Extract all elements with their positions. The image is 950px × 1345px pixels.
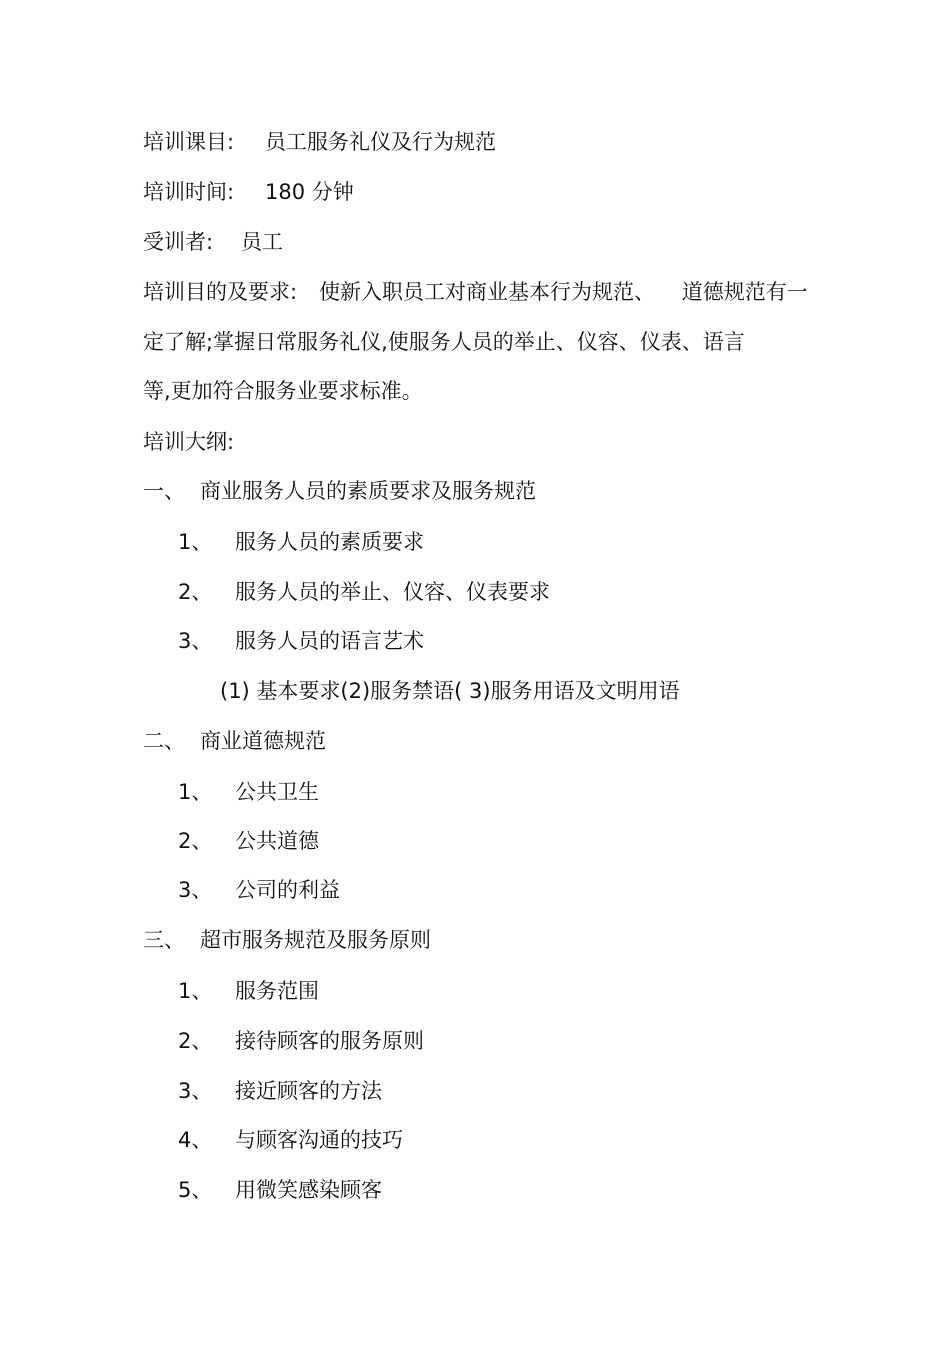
item-number: 4、 bbox=[178, 1128, 213, 1152]
list-item bbox=[0, 528, 950, 556]
item-text: 公司的利益 bbox=[235, 878, 340, 902]
list-item bbox=[0, 827, 950, 855]
sub-item-row bbox=[0, 677, 950, 705]
goal-line-1: 使新入职员工对商业基本行为规范、 道德规范有一 bbox=[319, 280, 808, 304]
list-item bbox=[0, 778, 950, 806]
course-row bbox=[0, 128, 950, 156]
item-text: 服务人员的举止、仪容、仪表要求 bbox=[235, 580, 550, 604]
list-item bbox=[0, 1077, 950, 1105]
course-label: 培训课目: bbox=[143, 130, 235, 154]
item-text: 接近顾客的方法 bbox=[235, 1079, 382, 1103]
item-number: 2、 bbox=[178, 580, 213, 604]
list-item bbox=[0, 1126, 950, 1154]
time-label: 培训时间: bbox=[143, 180, 235, 204]
item-text: 与顾客沟通的技巧 bbox=[235, 1128, 403, 1152]
goal-row-2 bbox=[0, 328, 950, 356]
goal-row-3 bbox=[0, 377, 950, 405]
item-number: 5、 bbox=[178, 1178, 213, 1202]
section-heading bbox=[0, 727, 950, 755]
list-item bbox=[0, 876, 950, 904]
outline-label: 培训大纲: bbox=[143, 430, 235, 454]
goal-line-3: 等,更加符合服务业要求标准。 bbox=[143, 379, 423, 403]
section-title: 超市服务规范及服务原则 bbox=[200, 928, 431, 952]
list-item bbox=[0, 627, 950, 655]
goal-label: 培训目的及要求: bbox=[143, 280, 298, 304]
item-number: 3、 bbox=[178, 629, 213, 653]
item-text: 公共道德 bbox=[235, 829, 319, 853]
section-heading bbox=[0, 926, 950, 954]
item-text: 服务范围 bbox=[235, 979, 319, 1003]
trainee-row bbox=[0, 228, 950, 256]
section-number: 三、 bbox=[143, 928, 185, 952]
item-text: 公共卫生 bbox=[235, 780, 319, 804]
list-item bbox=[0, 977, 950, 1005]
section-number: 二、 bbox=[143, 729, 185, 753]
goal-line-2: 定了解;掌握日常服务礼仪,使服务人员的举止、仪容、仪表、语言 bbox=[143, 330, 745, 354]
item-text: 服务人员的语言艺术 bbox=[235, 629, 424, 653]
trainee-label: 受训者: bbox=[143, 230, 214, 254]
item-number: 1、 bbox=[178, 780, 213, 804]
item-text: 服务人员的素质要求 bbox=[235, 530, 424, 554]
section-title: 商业服务人员的素质要求及服务规范 bbox=[200, 479, 536, 503]
item-number: 2、 bbox=[178, 1029, 213, 1053]
sub-items-text: (1) 基本要求(2)服务禁语( 3)服务用语及文明用语 bbox=[220, 679, 680, 703]
section-number: 一、 bbox=[143, 479, 185, 503]
time-value: 180 分钟 bbox=[265, 180, 354, 204]
time-row bbox=[0, 178, 950, 206]
trainee-value: 员工 bbox=[241, 230, 283, 254]
item-number: 3、 bbox=[178, 878, 213, 902]
list-item bbox=[0, 578, 950, 606]
item-number: 2、 bbox=[178, 829, 213, 853]
item-text: 用微笑感染顾客 bbox=[235, 1178, 382, 1202]
item-number: 1、 bbox=[178, 979, 213, 1003]
item-text: 接待顾客的服务原则 bbox=[235, 1029, 424, 1053]
item-number: 1、 bbox=[178, 530, 213, 554]
outline-row bbox=[0, 428, 950, 456]
course-value: 员工服务礼仪及行为规范 bbox=[265, 130, 496, 154]
list-item bbox=[0, 1027, 950, 1055]
item-number: 3、 bbox=[178, 1079, 213, 1103]
list-item bbox=[0, 1176, 950, 1204]
section-heading bbox=[0, 477, 950, 505]
section-title: 商业道德规范 bbox=[200, 729, 326, 753]
goal-row-1 bbox=[0, 278, 950, 306]
